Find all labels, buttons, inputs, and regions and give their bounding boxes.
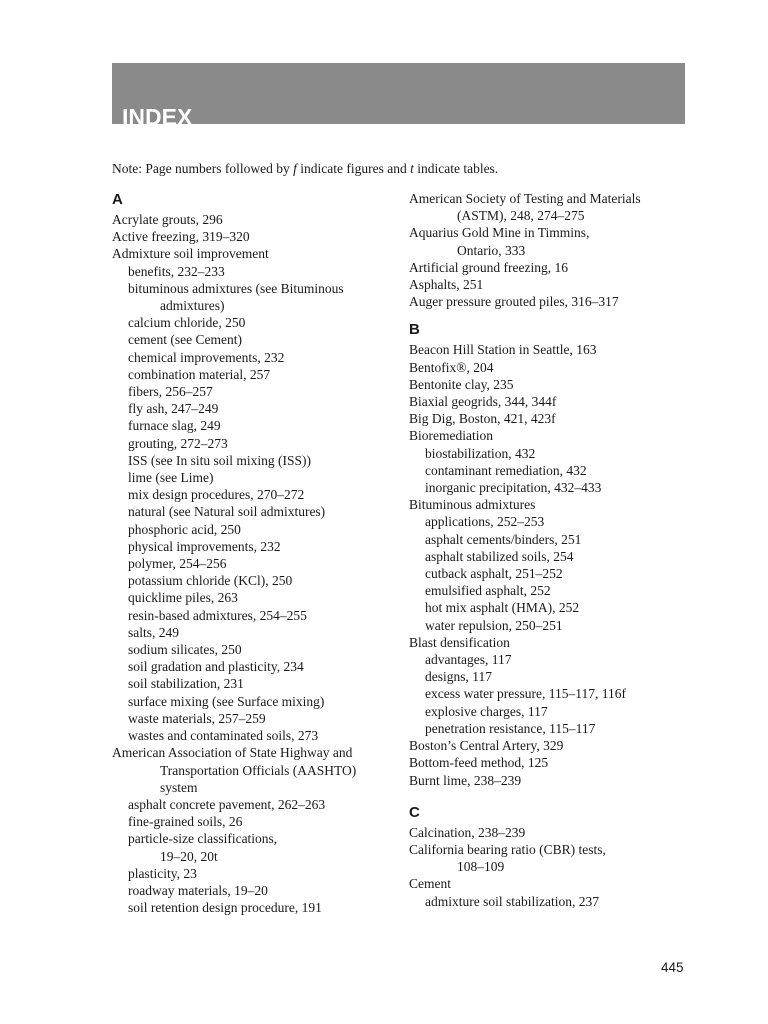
index-entry: salts, 249 xyxy=(128,624,180,640)
index-entry: potassium chloride (KCl), 250 xyxy=(128,573,293,589)
index-entry: natural (see Natural soil admixtures) xyxy=(128,504,326,520)
index-entry: Active freezing, 319–320 xyxy=(112,229,250,245)
index-entry: biostabilization, 432 xyxy=(425,445,536,461)
index-entry: lime (see Lime) xyxy=(128,470,214,486)
index-entry: Transportation Officials (AASHTO) xyxy=(160,762,357,778)
index-entry: California bearing ratio (CBR) tests, xyxy=(409,841,606,857)
page-number: 445 xyxy=(661,960,684,975)
index-entry: resin-based admixtures, 254–255 xyxy=(128,607,307,623)
index-entry: cutback asphalt, 251–252 xyxy=(425,566,563,582)
index-entry: emulsified asphalt, 252 xyxy=(425,583,551,599)
index-entry: plasticity, 23 xyxy=(128,865,197,881)
index-entry: 108–109 xyxy=(457,859,505,875)
index-entry: Biaxial geogrids, 344, 344f xyxy=(409,394,557,410)
index-entry: Bentonite clay, 235 xyxy=(409,376,514,392)
index-entry: water repulsion, 250–251 xyxy=(425,617,563,633)
index-entry: designs, 117 xyxy=(425,669,492,685)
index-entry: asphalt concrete pavement, 262–263 xyxy=(128,796,326,812)
index-note xyxy=(112,160,692,177)
index-entry: asphalt cements/binders, 251 xyxy=(425,531,582,547)
note-prefix: Note: Page numbers followed by xyxy=(112,161,294,176)
page-title: INDEX xyxy=(122,104,193,124)
index-entry: wastes and contaminated soils, 273 xyxy=(128,728,319,744)
index-entry: American Society of Testing and Materials xyxy=(409,191,641,206)
index-entry: Bituminous admixtures xyxy=(409,497,536,513)
index-entry: explosive charges, 117 xyxy=(425,703,548,719)
index-entry: roadway materials, 19–20 xyxy=(128,882,268,898)
index-entry: furnace slag, 249 xyxy=(128,418,221,434)
index-column-right xyxy=(409,190,694,910)
index-entry: inorganic precipitation, 432–433 xyxy=(425,480,602,496)
index-entry: combination material, 257 xyxy=(128,366,271,382)
index-entry: hot mix asphalt (HMA), 252 xyxy=(425,600,580,616)
index-entry: excess water pressure, 115–117, 116f xyxy=(425,686,626,702)
note-middle: indicate figures and xyxy=(296,161,411,176)
index-entry: applications, 252–253 xyxy=(425,514,545,530)
index-entry: Blast densification xyxy=(409,634,510,650)
entries-a xyxy=(112,211,397,916)
index-entry: Bottom-feed method, 125 xyxy=(409,755,549,771)
index-entry: Auger pressure grouted piles, 316–317 xyxy=(409,294,619,310)
index-entry: system xyxy=(160,779,198,795)
section-letter-a: A xyxy=(112,191,123,208)
index-entry: Boston’s Central Artery, 329 xyxy=(409,738,564,754)
section-letter-c: C xyxy=(409,803,420,821)
index-entry: admixtures) xyxy=(160,298,225,314)
index-entry: Bentofix®, 204 xyxy=(409,359,494,375)
index-entry: grouting, 272–273 xyxy=(128,435,228,451)
index-entry: American Association of State Highway and xyxy=(112,745,353,761)
index-entry: 19–20, 20t xyxy=(160,848,218,864)
index-entry: fly ash, 247–249 xyxy=(128,401,219,417)
index-entry: soil retention design procedure, 191 xyxy=(128,900,322,916)
index-entry: soil stabilization, 231 xyxy=(128,676,244,692)
index-entry: ISS (see In situ soil mixing (ISS)) xyxy=(128,452,312,468)
note-suffix: indicate tables. xyxy=(413,161,499,176)
index-entry: Bioremediation xyxy=(409,428,493,444)
index-entry: Artificial ground freezing, 16 xyxy=(409,259,568,275)
entries-a-continued xyxy=(409,190,694,310)
index-entry: quicklime piles, 263 xyxy=(128,590,238,606)
index-entry: Ontario, 333 xyxy=(457,242,526,258)
index-entry: fine-grained soils, 26 xyxy=(128,814,243,830)
note-t: t xyxy=(410,161,414,176)
index-entry: chemical improvements, 232 xyxy=(128,349,285,365)
index-entry: bituminous admixtures (see Bituminous xyxy=(128,280,344,296)
index-entry: Burnt lime, 238–239 xyxy=(409,772,522,788)
index-entry: Cement xyxy=(409,876,451,892)
index-entry: fibers, 256–257 xyxy=(128,384,213,400)
index-entry: waste materials, 257–259 xyxy=(128,710,266,726)
index-entry: physical improvements, 232 xyxy=(128,538,281,554)
index-entry: polymer, 254–256 xyxy=(128,556,227,572)
index-column-left xyxy=(112,190,397,916)
index-entry: surface mixing (see Surface mixing) xyxy=(128,693,325,709)
index-entry: Asphalts, 251 xyxy=(409,277,484,293)
index-entry: asphalt stabilized soils, 254 xyxy=(425,548,574,564)
index-entry: advantages, 117 xyxy=(425,652,512,668)
index-entry: cement (see Cement) xyxy=(128,332,242,348)
index-entry: sodium silicates, 250 xyxy=(128,642,242,658)
index-entry: Acrylate grouts, 296 xyxy=(112,212,223,227)
index-entry: Calcination, 238–239 xyxy=(409,824,526,840)
entries-c xyxy=(409,824,694,910)
index-entry: Admixture soil improvement xyxy=(112,246,269,262)
entries-b xyxy=(409,341,694,788)
index-entry: particle-size classifications, xyxy=(128,831,278,847)
index-entry: phosphoric acid, 250 xyxy=(128,521,241,537)
section-letter-b: B xyxy=(409,321,420,339)
index-banner xyxy=(112,63,685,124)
index-entry: admixture soil stabilization, 237 xyxy=(425,893,599,909)
index-entry: benefits, 232–233 xyxy=(128,263,225,279)
index-entry: (ASTM), 248, 274–275 xyxy=(457,208,585,224)
note-f: f xyxy=(293,161,297,176)
index-entry: mix design procedures, 270–272 xyxy=(128,487,305,503)
index-entry: Beacon Hill Station in Seattle, 163 xyxy=(409,342,597,358)
index-entry: penetration resistance, 115–117 xyxy=(425,720,596,736)
index-entry: Big Dig, Boston, 421, 423f xyxy=(409,411,556,427)
index-entry: soil gradation and plasticity, 234 xyxy=(128,659,304,675)
index-entry: Aquarius Gold Mine in Timmins, xyxy=(409,225,590,241)
index-entry: calcium chloride, 250 xyxy=(128,315,246,331)
index-entry: contaminant remediation, 432 xyxy=(425,462,587,478)
